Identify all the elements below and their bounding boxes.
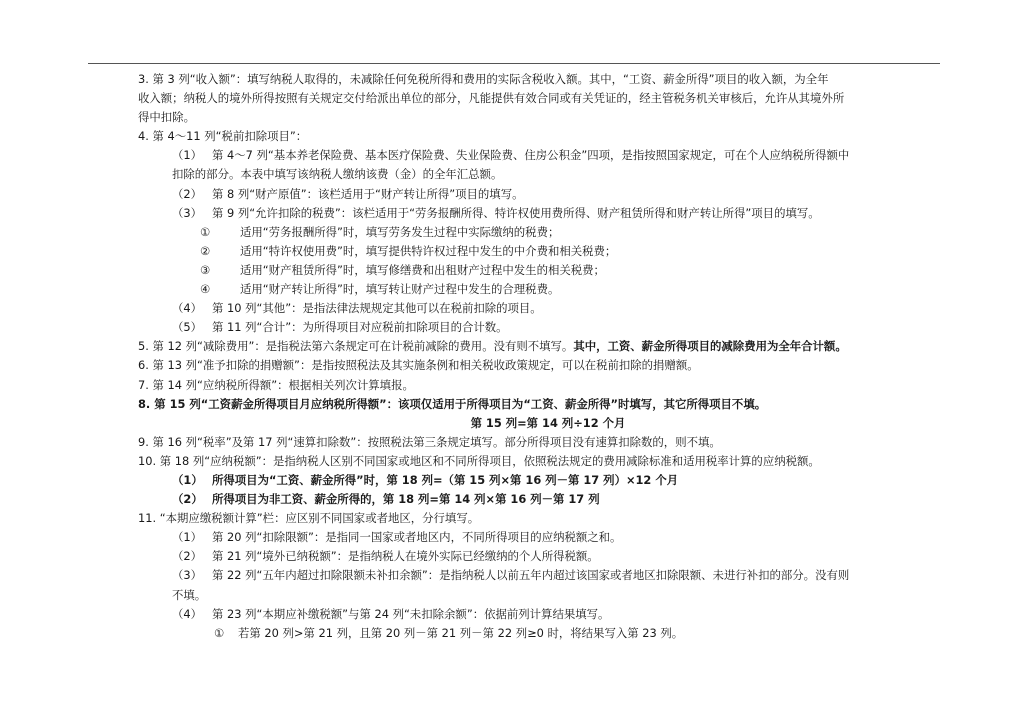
sub-number: （2）: [172, 492, 203, 507]
item-text: 第 4～11 列“税前扣除项目”：: [148, 129, 308, 144]
item-number: 7.: [138, 377, 149, 392]
circled-number: ①: [200, 224, 211, 239]
circled-number: ①: [214, 625, 225, 640]
item-text: 得中扣除。: [138, 110, 195, 125]
item-4: [138, 127, 938, 146]
item-11-3: [138, 566, 938, 585]
item-text: 第 12 列“减除费用”：是指税法第六条规定可在计税前减除的费用。没有则不填写。: [148, 339, 574, 354]
item-10: [138, 452, 938, 471]
sub-text: 第 22 列“五年内超过扣除限额未补扣余额”：是指纳税人以前五年内超过该国家或者地区扣除限额、未进行补扣的部分。没有则: [212, 568, 850, 583]
sub-text: 第 9 列“允许扣除的税费”：该栏适用于“劳务报酬所得、特许权使用费所得、财产租赁所得和财产转让所得”项目的填写。: [212, 205, 820, 220]
sub-number: （1）: [172, 148, 203, 163]
item-10-1: [138, 471, 938, 490]
item-number: 11.: [138, 511, 157, 526]
sub-number: （2）: [172, 549, 203, 564]
sub-number: （4）: [172, 606, 203, 621]
sub-number: （4）: [172, 301, 203, 316]
item-text: 第 18 列“应纳税额”：是指纳税人区别不同国家或地区和不同所得项目，依照税法规定的费用减除标准和适用税率计算的应纳税额。: [156, 453, 820, 468]
item-text: 第 13 列“准予扣除的捐赠额”：是指按照税法及其实施条例和相关税收政策规定，可以在税前扣除的捐赠额。: [148, 358, 699, 373]
header-rule: [88, 63, 940, 64]
item-9: [138, 433, 938, 452]
item-4-2: [138, 185, 938, 204]
sub-text: 第 8 列“财产原值”：该栏适用于“财产转让所得”项目的填写。: [212, 186, 524, 201]
circled-number: ③: [200, 262, 211, 277]
sub-text: 第 11 列“合计”：为所得项目对应税前扣除项目的合计数。: [212, 320, 508, 335]
sub-number: （1）: [172, 530, 203, 545]
circled-number: ④: [200, 282, 211, 297]
item-8: [138, 395, 938, 414]
item-3: [138, 70, 938, 89]
item-text: 第 16 列“税率”及第 17 列“速算扣除数”：按照税法第三条规定填写。部分所得项目没有速算扣除数的，则不填。: [148, 434, 721, 449]
sub-text: 第 20 列“扣除限额”：是指同一国家或者地区内，不同所得项目的应纳税额之和。: [212, 530, 622, 545]
item-number: 4.: [138, 129, 149, 144]
sub-text: 不填。: [172, 587, 207, 602]
sub-number: （3）: [172, 568, 203, 583]
sub-number: （5）: [172, 320, 203, 335]
sub-text: 第 10 列“其他”：是指法律法规规定其他可以在税前扣除的项目。: [212, 301, 542, 316]
sub-text: 适用“特许权使用费”时，填写提供特许权过程中发生的中介费和相关税费；: [240, 243, 617, 258]
item-10-2: [138, 490, 938, 509]
instructions-body: [138, 70, 938, 643]
item-number: 8.: [138, 396, 151, 411]
item-4-3-a: [138, 223, 938, 242]
item-4-1-cont: [138, 165, 938, 184]
item-11-2: [138, 547, 938, 566]
formula-text: 第 15 列=第 14 列÷12 个月: [470, 415, 626, 430]
item-4-4: [138, 299, 938, 318]
item-text: 收入额；纳税人的境外所得按照有关规定交付给派出单位的部分，凡能提供有效合同或有关凭证的，经主管税务机关审核后，允许从其境外所: [138, 91, 845, 106]
item-11-1: [138, 528, 938, 547]
sub-text: 所得项目为非工资、薪金所得的，第 18 列=第 14 列×第 16 列－第 17 列: [212, 492, 600, 507]
item-text: 第 14 列“应纳税所得额”：根据相关列次计算填报。: [148, 377, 414, 392]
item-11-4: [138, 605, 938, 624]
sub-text: 若第 20 列>第 21 列，且第 20 列－第 21 列－第 22 列≥0 时，将结果写入第 23 列。: [238, 625, 684, 640]
item-4-3-d: [138, 280, 938, 299]
item-4-3: [138, 204, 938, 223]
sub-number: （2）: [172, 186, 203, 201]
formula-15: [138, 414, 938, 433]
sub-text: 第 21 列“境外已纳税额”：是指纳税人在境外实际已经缴纳的个人所得税额。: [212, 549, 599, 564]
sub-text: 第 4～7 列“基本养老保险费、基本医疗保险费、失业保险费、住房公积金”四项，是指按照国家规定，可在个人应纳税所得额中: [212, 148, 850, 163]
item-number: 5.: [138, 339, 149, 354]
sub-text: 适用“财产租赁所得”时，填写修缮费和出租财产过程中发生的相关税费；: [240, 262, 605, 277]
sub-text: 第 23 列“本期应补缴税额”与第 24 列“未扣除余额”：依据前列计算结果填写。: [212, 606, 610, 621]
sub-text: 适用“财产转让所得”时，填写转让财产过程中发生的合理税费。: [240, 282, 560, 297]
item-4-5: [138, 318, 938, 337]
item-text: “本期应缴税额计算”栏：应区别不同国家或者地区，分行填写。: [156, 511, 480, 526]
item-3-cont-2: [138, 108, 938, 127]
item-number: 10.: [138, 453, 157, 468]
item-number: 6.: [138, 358, 149, 373]
sub-text: 适用“劳务报酬所得”时，填写劳务发生过程中实际缴纳的税费；: [240, 224, 560, 239]
item-text: 第 15 列“工资薪金所得项目月应纳税所得额”：该项仅适用于所得项目为“工资、薪金所得”时填写，其它所得项目不填。: [150, 396, 767, 411]
circled-number: ②: [200, 243, 211, 258]
sub-number: （1）: [172, 472, 203, 487]
item-3-cont-1: [138, 89, 938, 108]
item-4-3-c: [138, 261, 938, 280]
item-text: 第 3 列“收入额”：填写纳税人取得的，未减除任何免税所得和费用的实际含税收入额。其中，“工资、薪金所得”项目的收入额，为全年: [148, 72, 829, 86]
item-4-1: [138, 146, 938, 165]
item-5: [138, 337, 938, 356]
item-11-3-cont: [138, 586, 938, 605]
item-emphasis: 其中，工资、薪金所得项目的减除费用为全年合计额。: [573, 339, 847, 354]
item-4-3-b: [138, 242, 938, 261]
item-number: 9.: [138, 434, 149, 449]
item-number: 3.: [138, 72, 149, 86]
item-7: [138, 376, 938, 395]
sub-number: （3）: [172, 205, 203, 220]
item-6: [138, 356, 938, 375]
sub-text: 所得项目为“工资、薪金所得”时，第 18 列=（第 15 列×第 16 列－第 17 列）×12 个月: [212, 472, 679, 487]
item-11: [138, 509, 938, 528]
sub-text: 扣除的部分。本表中填写该纳税人缴纳该费（金）的全年汇总额。: [172, 167, 503, 182]
item-11-4-a: [138, 624, 938, 643]
